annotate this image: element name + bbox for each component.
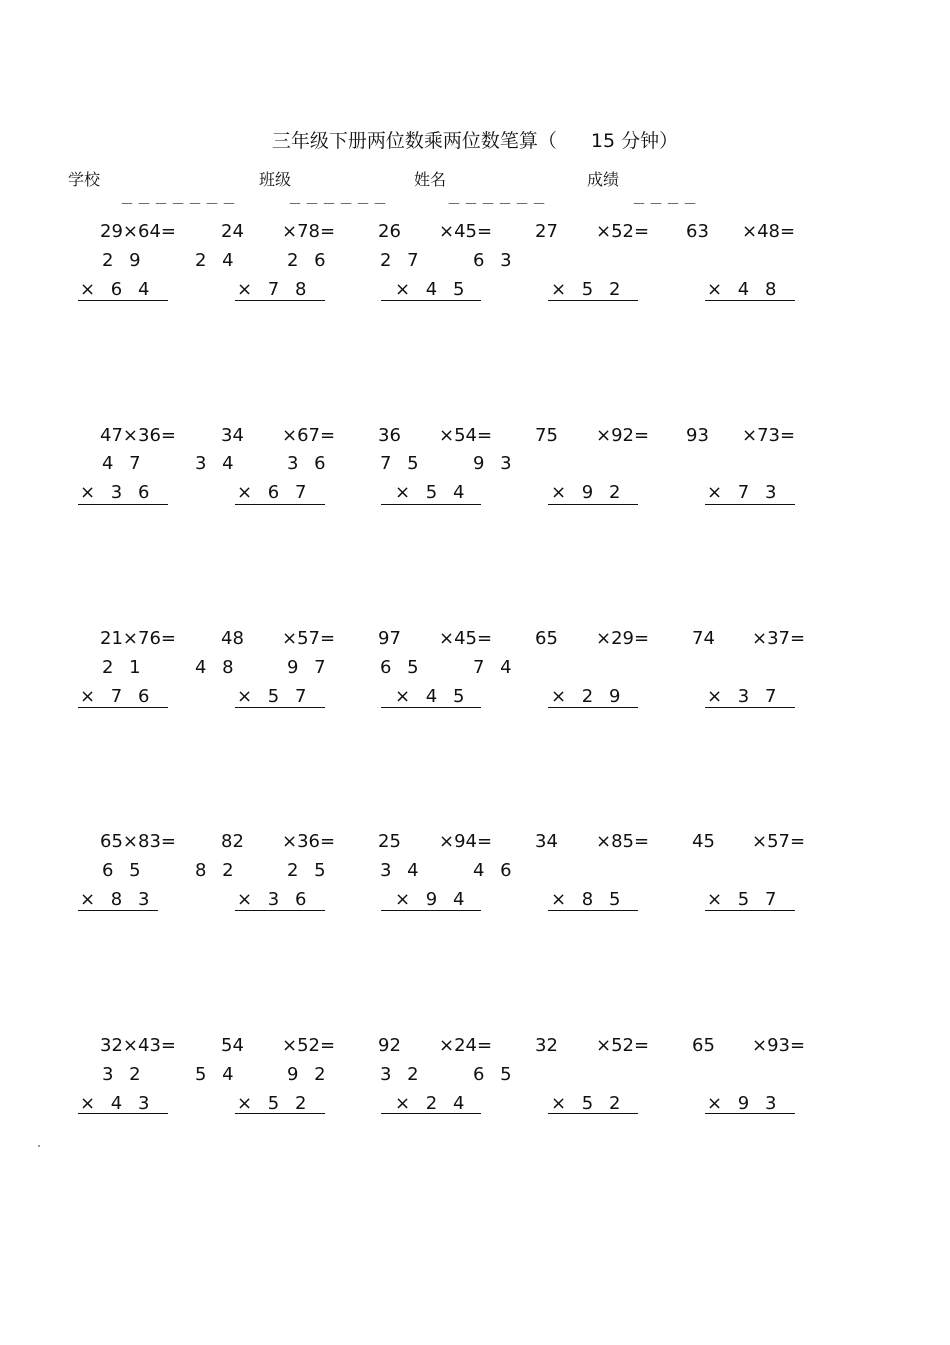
problem-text: 97 xyxy=(378,628,401,649)
multiplier: × 5 2 xyxy=(237,1093,312,1114)
multiplicand: 6 5 xyxy=(380,657,424,678)
problem-text: 92 xyxy=(378,1035,401,1056)
answer-line xyxy=(235,300,325,301)
multiplier: × 8 5 xyxy=(551,889,626,910)
answer-line xyxy=(381,910,481,911)
problem-text: 74 xyxy=(692,628,715,649)
multiplier: × 9 3 xyxy=(707,1093,782,1114)
score-label: 成绩 xyxy=(587,170,620,189)
problem-text: 45 xyxy=(692,831,715,852)
multiplicand: 3 6 xyxy=(287,453,331,474)
problem-text: 75 xyxy=(535,425,558,446)
answer-line xyxy=(548,300,638,301)
problem-text: ×78= xyxy=(282,221,336,242)
problem-text: 65×83= xyxy=(100,831,176,852)
problem-text: 65 xyxy=(692,1035,715,1056)
answer-line xyxy=(705,300,795,301)
multiplicand: 4 7 xyxy=(102,453,146,474)
multiplier: × 7 8 xyxy=(237,279,312,300)
problem-text: ×45= xyxy=(439,628,493,649)
multiplicand: 2 4 xyxy=(195,250,239,271)
problem-text: ×92= xyxy=(596,425,650,446)
multiplier: × 6 4 xyxy=(80,279,155,300)
multiplicand: 9 3 xyxy=(473,453,517,474)
problem-text: 48 xyxy=(221,628,244,649)
multiplier: × 2 9 xyxy=(551,686,626,707)
school-blank: －－－－－－－ xyxy=(120,197,239,213)
multiplicand: 2 6 xyxy=(287,250,331,271)
answer-line xyxy=(235,1113,325,1114)
problem-text: ×94= xyxy=(439,831,493,852)
class-label: 班级 xyxy=(259,170,292,189)
answer-line xyxy=(548,504,638,505)
name-blank: －－－－－－ xyxy=(447,197,549,213)
multiplicand: 4 6 xyxy=(473,860,517,881)
problem-text: 26 xyxy=(378,221,401,242)
multiplier: × 3 7 xyxy=(707,686,782,707)
problem-text: 25 xyxy=(378,831,401,852)
multiplicand: 6 3 xyxy=(473,250,517,271)
class-blank: －－－－－－ xyxy=(288,197,390,213)
multiplicand: 3 4 xyxy=(195,453,239,474)
multiplicand: 7 5 xyxy=(380,453,424,474)
multiplier: × 5 4 xyxy=(395,482,470,503)
problem-text: 34 xyxy=(535,831,558,852)
answer-line xyxy=(548,707,638,708)
school-label: 学校 xyxy=(68,170,101,189)
problem-text: ×85= xyxy=(596,831,650,852)
answer-line xyxy=(381,1113,481,1114)
answer-line xyxy=(705,504,795,505)
title-time: 15 分钟） xyxy=(590,130,679,152)
problem-text: ×52= xyxy=(596,221,650,242)
problem-text: 93 xyxy=(686,425,709,446)
problem-text: ×57= xyxy=(752,831,806,852)
problem-text: ×52= xyxy=(282,1035,336,1056)
multiplicand: 2 1 xyxy=(102,657,146,678)
answer-line xyxy=(78,1113,168,1114)
problem-text: ×45= xyxy=(439,221,493,242)
multiplicand: 7 4 xyxy=(473,657,517,678)
problem-text: ×52= xyxy=(596,1035,650,1056)
multiplier: × 2 4 xyxy=(395,1093,470,1114)
name-label: 姓名 xyxy=(414,170,447,189)
problem-text: 24 xyxy=(221,221,244,242)
multiplicand: 9 7 xyxy=(287,657,331,678)
problem-text: 65 xyxy=(535,628,558,649)
multiplier: × 8 3 xyxy=(80,889,155,910)
multiplicand: 8 2 xyxy=(195,860,239,881)
multiplicand: 6 5 xyxy=(102,860,146,881)
problem-text: ×73= xyxy=(742,425,796,446)
answer-line xyxy=(235,910,325,911)
problem-text: ×37= xyxy=(752,628,806,649)
multiplicand: 4 8 xyxy=(195,657,239,678)
multiplicand: 5 4 xyxy=(195,1064,239,1085)
answer-line xyxy=(548,1113,638,1114)
stray-dot xyxy=(38,1145,40,1147)
answer-line xyxy=(381,707,481,708)
multiplicand: 3 2 xyxy=(380,1064,424,1085)
multiplier: × 3 6 xyxy=(237,889,312,910)
multiplier: × 5 2 xyxy=(551,279,626,300)
multiplicand: 2 7 xyxy=(380,250,424,271)
problem-text: 27 xyxy=(535,221,558,242)
problem-text: ×24= xyxy=(439,1035,493,1056)
worksheet-title xyxy=(0,128,950,154)
problem-text: 21×76= xyxy=(100,628,176,649)
score-blank: －－－－ xyxy=(632,197,700,213)
answer-line xyxy=(548,910,638,911)
problem-text: ×29= xyxy=(596,628,650,649)
multiplier: × 4 3 xyxy=(80,1093,155,1114)
answer-line xyxy=(78,504,168,505)
problem-text: ×57= xyxy=(282,628,336,649)
multiplicand: 2 5 xyxy=(287,860,331,881)
multiplicand: 6 5 xyxy=(473,1064,517,1085)
problem-text: ×67= xyxy=(282,425,336,446)
problem-text: ×48= xyxy=(742,221,796,242)
answer-line xyxy=(381,300,481,301)
problem-text: 36 xyxy=(378,425,401,446)
multiplier: × 4 8 xyxy=(707,279,782,300)
problem-text: ×36= xyxy=(282,831,336,852)
answer-line xyxy=(78,300,168,301)
multiplier: × 5 7 xyxy=(707,889,782,910)
multiplier: × 9 2 xyxy=(551,482,626,503)
multiplier: × 9 4 xyxy=(395,889,470,910)
problem-text: ×54= xyxy=(439,425,493,446)
answer-line xyxy=(78,707,168,708)
problem-text: 54 xyxy=(221,1035,244,1056)
multiplier: × 5 7 xyxy=(237,686,312,707)
multiplier: × 5 2 xyxy=(551,1093,626,1114)
multiplier: × 6 7 xyxy=(237,482,312,503)
multiplicand: 3 2 xyxy=(102,1064,146,1085)
problem-text: 29×64= xyxy=(100,221,176,242)
problem-text: 63 xyxy=(686,221,709,242)
multiplicand: 3 4 xyxy=(380,860,424,881)
problem-text: 32 xyxy=(535,1035,558,1056)
problem-text: 32×43= xyxy=(100,1035,176,1056)
multiplier: × 4 5 xyxy=(395,686,470,707)
multiplier: × 3 6 xyxy=(80,482,155,503)
answer-line xyxy=(235,504,325,505)
multiplier: × 4 5 xyxy=(395,279,470,300)
problem-text: 34 xyxy=(221,425,244,446)
problem-text: 47×36= xyxy=(100,425,176,446)
multiplicand: 9 2 xyxy=(287,1064,331,1085)
answer-line xyxy=(381,504,481,505)
multiplier: × 7 6 xyxy=(80,686,155,707)
problem-text: ×93= xyxy=(752,1035,806,1056)
answer-line xyxy=(705,910,795,911)
title-main: 三年级下册两位数乘两位数笔算（ xyxy=(271,130,557,152)
multiplier: × 7 3 xyxy=(707,482,782,503)
answer-line xyxy=(235,707,325,708)
multiplicand: 2 9 xyxy=(102,250,146,271)
answer-line xyxy=(705,707,795,708)
problem-text: 82 xyxy=(221,831,244,852)
answer-line xyxy=(705,1113,795,1114)
answer-line xyxy=(78,910,158,911)
